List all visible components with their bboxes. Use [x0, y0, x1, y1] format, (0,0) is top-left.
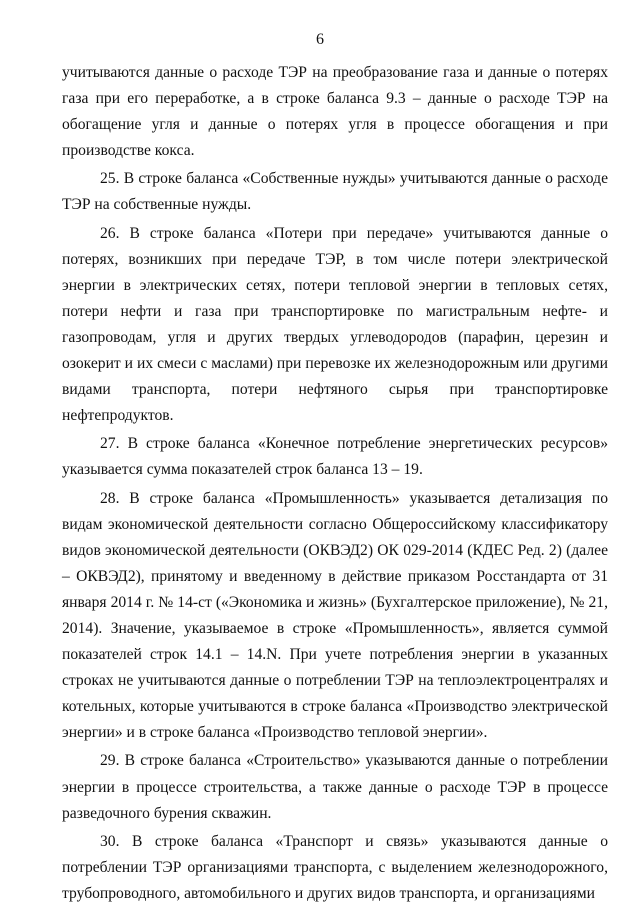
paragraph-continuation: учитываются данные о расходе ТЭР на преобразование газа и данные о потерях газа при его переработке, а в строке баланса 9.3 – данные о расходе ТЭР на обогащение угля и данные о потерях угля в процессе обогащения и при производстве кокса.	[62, 64, 608, 160]
paragraph-30: 30. В строке баланса «Транспорт и связь» указываются данные о потреблении ТЭР организациями транспорта, с выделением железнодорожного, трубопроводного, автомобильного и других видов транспорта, и организациями	[62, 832, 608, 902]
paragraph-27: 27. В строке баланса «Конечное потребление энергетических ресурсов» указывается сумма показателей строк баланса 13 – 19.	[62, 435, 608, 479]
paragraph-26: 26. В строке баланса «Потери при передаче» учитываются данные о потерях, возникших при передаче ТЭР, в том числе потери электрической энергии в электрических сетях, потери тепловой энергии в тепловых сетях, потери нефти и газа при транспортировке по магистральным нефте- и газопроводам, угля и других твердых углеводородов (парафин, церезин и озокерит и их смеси с маслами) при перевозке их железнодорожным или другими видами транспорта, потери нефтяного сырья при транспортировке нефтепродуктов.	[62, 224, 608, 425]
paragraph-29: 29. В строке баланса «Строительство» указываются данные о потреблении энергии в процессе строительства, а также данные о расходе ТЭР в процессе разведочного бурения скважин.	[62, 752, 608, 822]
paragraph-28: 28. В строке баланса «Промышленность» указывается детализация по видам экономической деятельности согласно Общероссийскому классификатору видов экономической деятельности (ОКВЭД2) ОК 029-2014 (КДЕС Ред. 2) (далее – ОКВЭД2), принятому и введенному в действие приказом Росстандарта от 31 января 2014 г. № 14-ст («Экономика и жизнь» (Бухгалтерское приложение), № 21, 2014). Значение, указываемое в строке «Промышленность», является суммой показателей строк 14.1 – 14.N. При учете потребления энергии в указанных строках не учитываются данные о потреблении ТЭР на теплоэлектроцентралях и котельных, которые учитываются в строке баланса «Производство электрической энергии» и в строке баланса «Производство тепловой энергии».	[62, 489, 608, 742]
document-body	[62, 60, 608, 909]
page-number: 6	[316, 31, 324, 48]
paragraph-25: 25. В строке баланса «Собственные нужды» учитываются данные о расходе ТЭР на собственные нужды.	[62, 170, 608, 214]
